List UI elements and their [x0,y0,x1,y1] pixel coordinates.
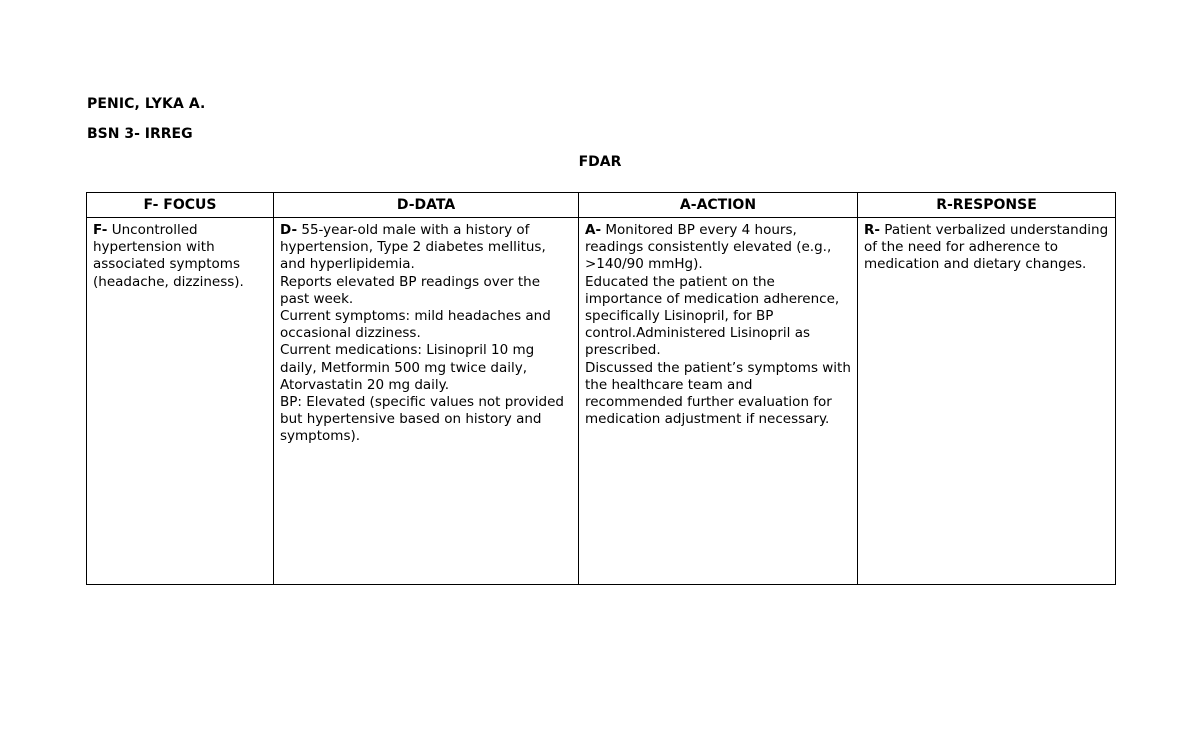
focus-text: Uncontrolled hypertension with associated symptoms (headache, dizziness). [93,222,244,290]
data-line: Current symptoms: mild headaches and occasional dizziness. [280,308,551,342]
table-header-row [87,193,1116,218]
focus-cell [87,218,274,585]
column-header-data: D-DATA [274,193,579,218]
response-prefix: R- [864,222,880,238]
column-header-focus: F- FOCUS [87,193,274,218]
data-cell [274,218,579,585]
response-cell [858,218,1116,585]
action-line: Discussed the patient’s symptoms with the healthcare team and recommended further evaluation for medication adjustment if necessary. [585,359,851,428]
data-line: Reports elevated BP readings over the past week. [280,273,541,307]
table-row [87,218,1116,585]
action-first-line: Monitored BP every 4 hours, readings consistently elevated (e.g., >140/90 mmHg). [585,222,832,273]
action-prefix: A- [585,222,602,238]
focus-prefix: F- [93,222,108,238]
action-cell [579,218,858,585]
student-name: PENIC, LYKA A. [87,96,206,112]
data-line: Current medications: Lisinopril 10 mg daily, Metformin 500 mg twice daily, Atorvastatin 20 mg daily. [280,342,535,393]
data-first-line: 55-year-old male with a history of hypertension, Type 2 diabetes mellitus, and hyperlipidemia. [280,222,546,273]
column-header-response: R-RESPONSE [858,193,1116,218]
column-header-action: A-ACTION [579,193,858,218]
data-prefix: D- [280,222,298,238]
response-text: Patient verbalized understanding of the need for adherence to medication and dietary changes. [864,222,1109,273]
action-line [585,222,851,274]
student-section: BSN 3- IRREG [87,126,193,142]
fdar-table [86,192,1116,585]
data-line: BP: Elevated (specific values not provided but hypertensive based on history and symptoms). [280,394,564,445]
document-title: FDAR [578,154,622,170]
data-line [280,222,572,274]
action-line: Educated the patient on the importance of medication adherence, specifically Lisinopril, for BP control.Administered Lisinopril as prescribed. [585,273,840,359]
